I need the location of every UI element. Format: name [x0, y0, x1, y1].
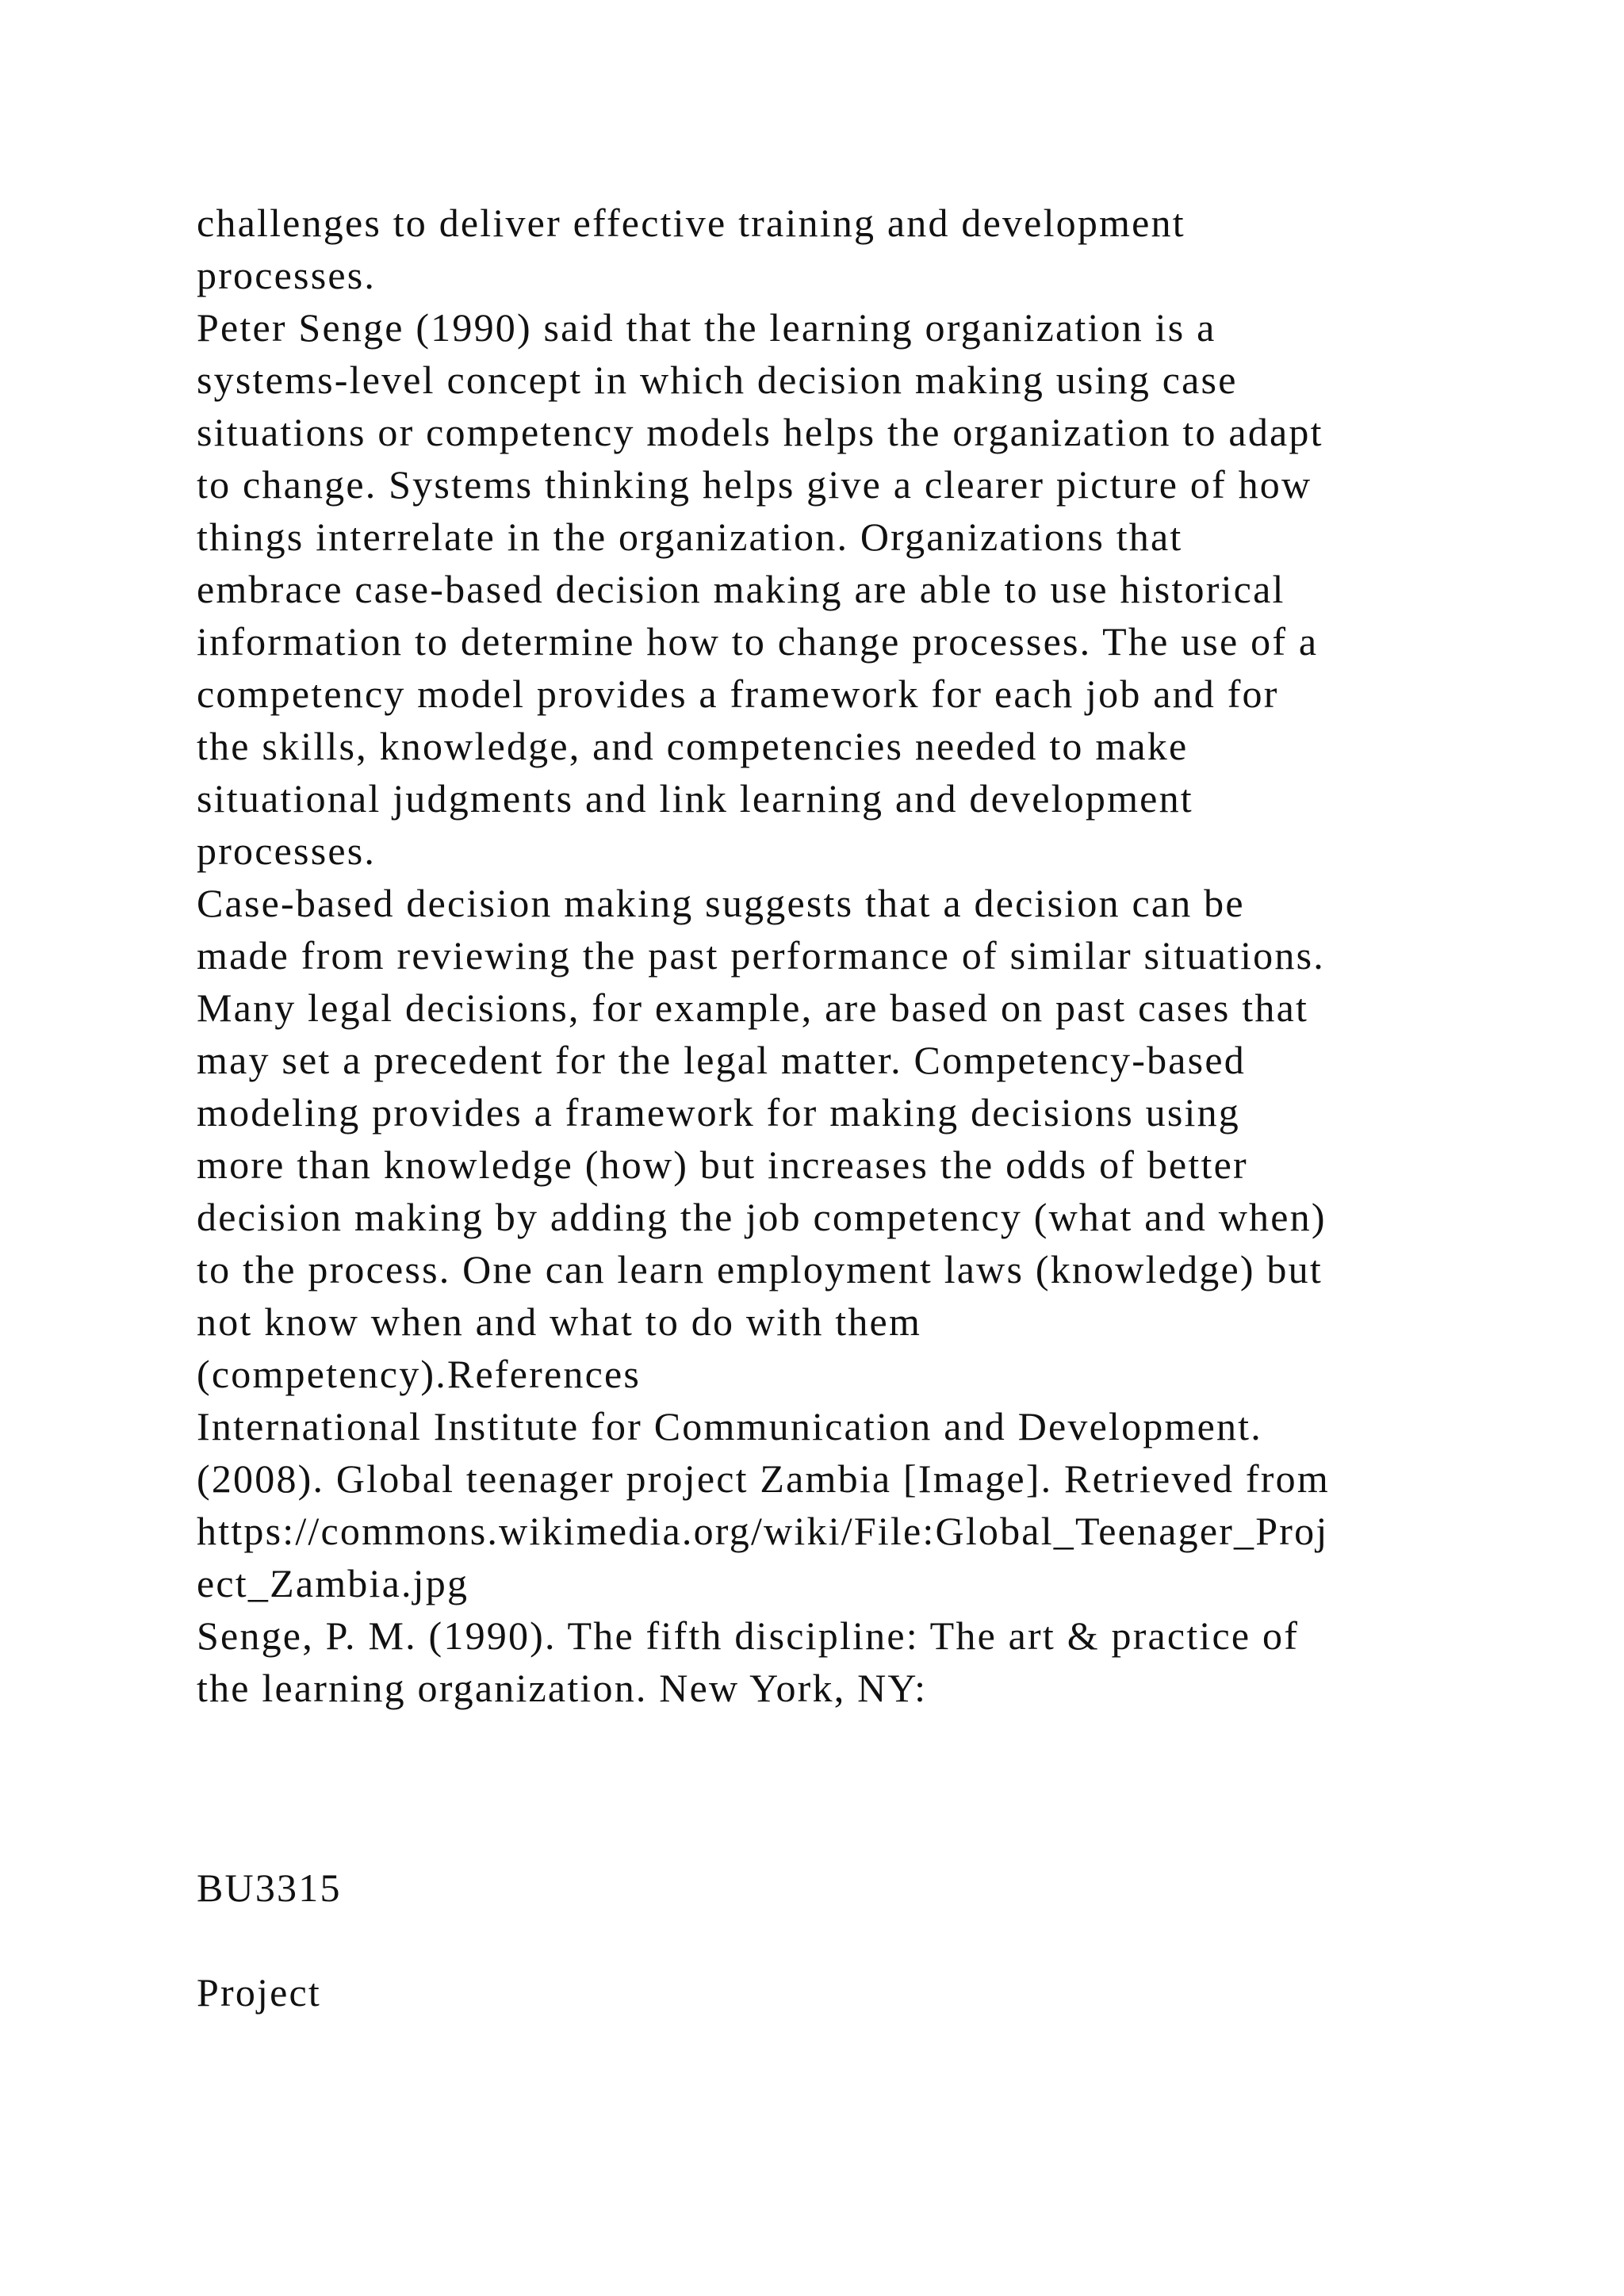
text-line: things interrelate in the organization. Organizations that — [197, 515, 1183, 559]
text-line: Many legal decisions, for example, are based on past cases that — [197, 985, 1309, 1030]
text-line: more than knowledge (how) but increases the odds of better — [197, 1142, 1248, 1187]
text-line: Senge, P. M. (1990). The fifth discipline: The art & practice of — [197, 1613, 1300, 1658]
text-line: may set a precedent for the legal matter. Competency-based — [197, 1038, 1246, 1082]
body-text — [197, 197, 1497, 1714]
text-line: to the process. One can learn employment laws (knowledge) but — [197, 1247, 1323, 1292]
text-line: situations or competency models helps the organization to adapt — [197, 410, 1323, 454]
text-line: processes. — [197, 253, 377, 297]
text-line: Peter Senge (1990) said that the learning organization is a — [197, 305, 1216, 350]
text-line: https://commons.wikimedia.org/wiki/File:Global_Teenager_Proj — [197, 1509, 1329, 1553]
text-line: (competency).References — [197, 1352, 642, 1396]
text-line: systems-level concept in which decision making using case — [197, 358, 1238, 402]
text-line: processes. — [197, 828, 377, 873]
text-line: embrace case-based decision making are able to use historical — [197, 567, 1285, 611]
text-line: modeling provides a framework for making decisions using — [197, 1090, 1240, 1135]
text-line: (2008). Global teenager project Zambia [Image]. Retrieved from — [197, 1456, 1330, 1501]
text-line: made from reviewing the past performance of similar situations. — [197, 933, 1325, 978]
project-label: Project — [197, 1970, 322, 2015]
text-line: not know when and what to do with them — [197, 1299, 922, 1344]
text-line: to change. Systems thinking helps give a clearer picture of how — [197, 462, 1312, 507]
text-line: situational judgments and link learning and development — [197, 776, 1193, 821]
text-line: the learning organization. New York, NY: — [197, 1666, 928, 1710]
text-line: information to determine how to change processes. The use of a — [197, 619, 1319, 664]
text-line: ect_Zambia.jpg — [197, 1561, 469, 1605]
text-line: decision making by adding the job competency (what and when) — [197, 1195, 1327, 1239]
text-line: International Institute for Communication and Development. — [197, 1404, 1262, 1448]
text-line: Case-based decision making suggests that a decision can be — [197, 881, 1245, 925]
course-code: BU3315 — [197, 1866, 342, 1910]
text-line: the skills, knowledge, and competencies needed to make — [197, 724, 1189, 768]
text-line: challenges to deliver effective training and development — [197, 201, 1185, 245]
text-line: competency model provides a framework for each job and for — [197, 672, 1279, 716]
